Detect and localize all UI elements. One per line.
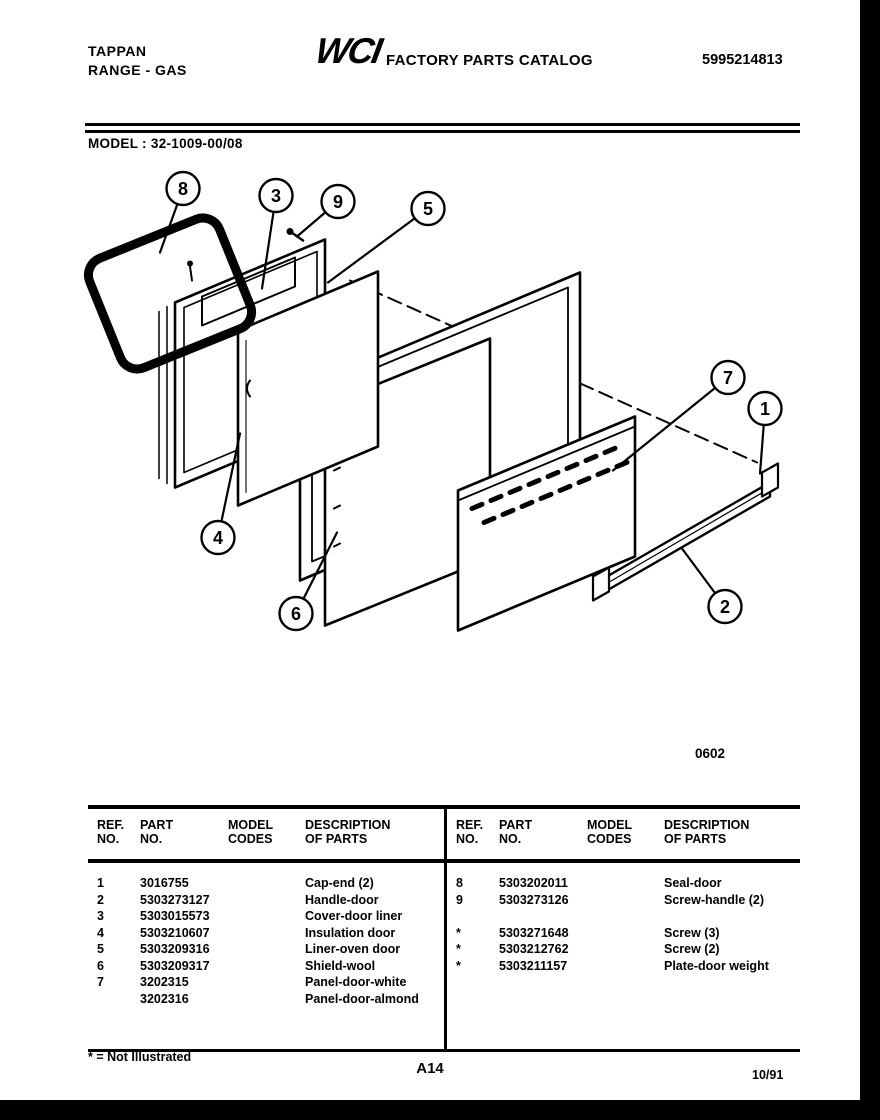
- table-header: [447, 809, 800, 863]
- cell-ref: 1: [97, 876, 104, 890]
- cell-part: 5303209316: [140, 942, 210, 956]
- callout-7: [613, 361, 745, 471]
- svg-text:8: 8: [177, 179, 189, 199]
- svg-text:3: 3: [270, 186, 282, 206]
- scan-edge-bottom: [0, 1100, 880, 1120]
- parts-row: [456, 893, 800, 910]
- cell-codes: [587, 909, 664, 926]
- cell-codes: [228, 959, 305, 976]
- cell-desc: Cap-end (2): [305, 876, 374, 890]
- cell-codes: [228, 992, 305, 1009]
- cell-desc: Shield-wool: [305, 958, 376, 973]
- cell-codes: [587, 942, 664, 959]
- parts-row: [97, 909, 444, 926]
- brand-block: [88, 42, 187, 80]
- column-header: MODEL CODES: [228, 818, 274, 846]
- cell-codes: [587, 926, 664, 943]
- scan-edge-right: [860, 0, 880, 1120]
- cell-part: 5303202011: [499, 876, 568, 890]
- cell-ref: [97, 992, 140, 1009]
- cell-codes: [587, 893, 664, 910]
- column-header: DESCRIPTION OF PARTS: [305, 818, 391, 846]
- svg-text:7: 7: [722, 368, 734, 388]
- exploded-diagram: [60, 168, 800, 673]
- cell-part: [499, 909, 587, 926]
- svg-text:5: 5: [422, 199, 434, 219]
- svg-text:9: 9: [332, 192, 344, 212]
- cell-ref: 4: [97, 925, 104, 940]
- screw-top: [187, 261, 193, 281]
- parts-row: [456, 926, 800, 943]
- cell-codes: [587, 876, 664, 893]
- cell-part: 5303209317: [140, 958, 210, 973]
- cell-desc: Liner-oven door: [305, 942, 401, 956]
- parts-row: [456, 876, 800, 893]
- cell-desc: Panel-door-almond: [305, 991, 419, 1006]
- cell-desc: Seal-door: [664, 876, 722, 890]
- parts-row: [456, 942, 800, 959]
- cell-ref: 9: [456, 892, 463, 907]
- parts-table: [88, 805, 800, 1052]
- cell-part: 5303210607: [140, 925, 210, 940]
- cell-ref: 3: [97, 909, 104, 923]
- parts-row: [97, 876, 444, 893]
- cell-part: 3016755: [140, 876, 189, 890]
- wci-logo: WCI: [312, 30, 384, 71]
- table-header: [88, 809, 444, 863]
- catalog-title: FACTORY PARTS CATALOG: [386, 52, 593, 69]
- brand-category: RANGE - GAS: [88, 62, 187, 78]
- header-rule: [85, 123, 800, 133]
- cell-part: 5303015573: [140, 909, 210, 923]
- cell-codes: [228, 893, 305, 910]
- cell-desc: Plate-door weight: [664, 958, 769, 973]
- parts-row: [97, 893, 444, 910]
- cell-ref: 2: [97, 892, 104, 907]
- svg-text:2: 2: [719, 597, 731, 617]
- cell-desc: Screw (3): [664, 925, 720, 940]
- parts-row: [97, 942, 444, 959]
- svg-text:1: 1: [759, 399, 771, 419]
- cell-codes: [228, 876, 305, 893]
- cap-end: [762, 464, 778, 497]
- cell-part: 3202315: [140, 975, 189, 989]
- parts-row: [97, 926, 444, 943]
- cell-desc: Cover-door liner: [305, 909, 403, 923]
- cell-ref: *: [456, 958, 461, 973]
- cell-ref: *: [456, 942, 461, 956]
- cell-codes: [228, 942, 305, 959]
- parts-row: [456, 959, 800, 976]
- cell-codes: [228, 975, 305, 992]
- cell-desc: Screw-handle (2): [664, 892, 765, 907]
- table-body: [447, 863, 800, 975]
- parts-table-left: [88, 809, 444, 1049]
- figure-code: 0602: [695, 746, 726, 761]
- date-code: 10/91: [752, 1068, 784, 1082]
- callout-8: [160, 172, 200, 253]
- callout-2: [682, 549, 742, 624]
- cell-ref: 8: [456, 876, 463, 890]
- column-header: PART NO.: [499, 818, 533, 846]
- cell-part: 5303271648: [499, 925, 569, 940]
- cell-desc: Panel-door-white: [305, 975, 407, 989]
- cell-codes: [587, 959, 664, 976]
- page-code: A14: [416, 1060, 444, 1077]
- parts-row: [97, 959, 444, 976]
- svg-text:6: 6: [290, 604, 302, 624]
- svg-text:4: 4: [212, 528, 224, 548]
- cell-part: 3202316: [140, 991, 189, 1006]
- cell-desc: [664, 909, 800, 926]
- callout-9: [297, 185, 355, 237]
- parts-row: [97, 975, 444, 992]
- cell-part: 5303273126: [499, 892, 569, 907]
- cell-codes: [228, 926, 305, 943]
- cell-desc: Screw (2): [664, 942, 720, 956]
- cell-desc: Insulation door: [305, 925, 396, 940]
- parts-table-right: [447, 809, 800, 1049]
- column-header: REF. NO.: [456, 818, 484, 846]
- cell-part: 5303212762: [499, 942, 569, 956]
- cell-part: 5303273127: [140, 892, 210, 907]
- table-divider: [444, 809, 447, 1049]
- column-header: PART NO.: [140, 818, 174, 846]
- column-header: MODEL CODES: [587, 818, 633, 846]
- parts-row: [97, 992, 444, 1009]
- table-body: [88, 863, 444, 1008]
- cell-ref: [456, 909, 499, 926]
- not-illustrated-note: * = Not Illustrated: [88, 1050, 192, 1064]
- cell-desc: Handle-door: [305, 892, 379, 907]
- column-header: DESCRIPTION OF PARTS: [664, 818, 750, 846]
- cell-ref: 5: [97, 942, 104, 956]
- cell-codes: [228, 909, 305, 926]
- cell-ref: 6: [97, 958, 104, 973]
- column-header: REF. NO.: [97, 818, 125, 846]
- parts-row: [456, 909, 800, 926]
- brand-name: TAPPAN: [88, 43, 147, 59]
- model-number: MODEL : 32-1009-00/08: [88, 136, 243, 151]
- cell-ref: *: [456, 925, 461, 940]
- cell-ref: 7: [97, 975, 104, 989]
- publication-number: 5995214813: [702, 52, 783, 68]
- cell-part: 5303211157: [499, 958, 568, 973]
